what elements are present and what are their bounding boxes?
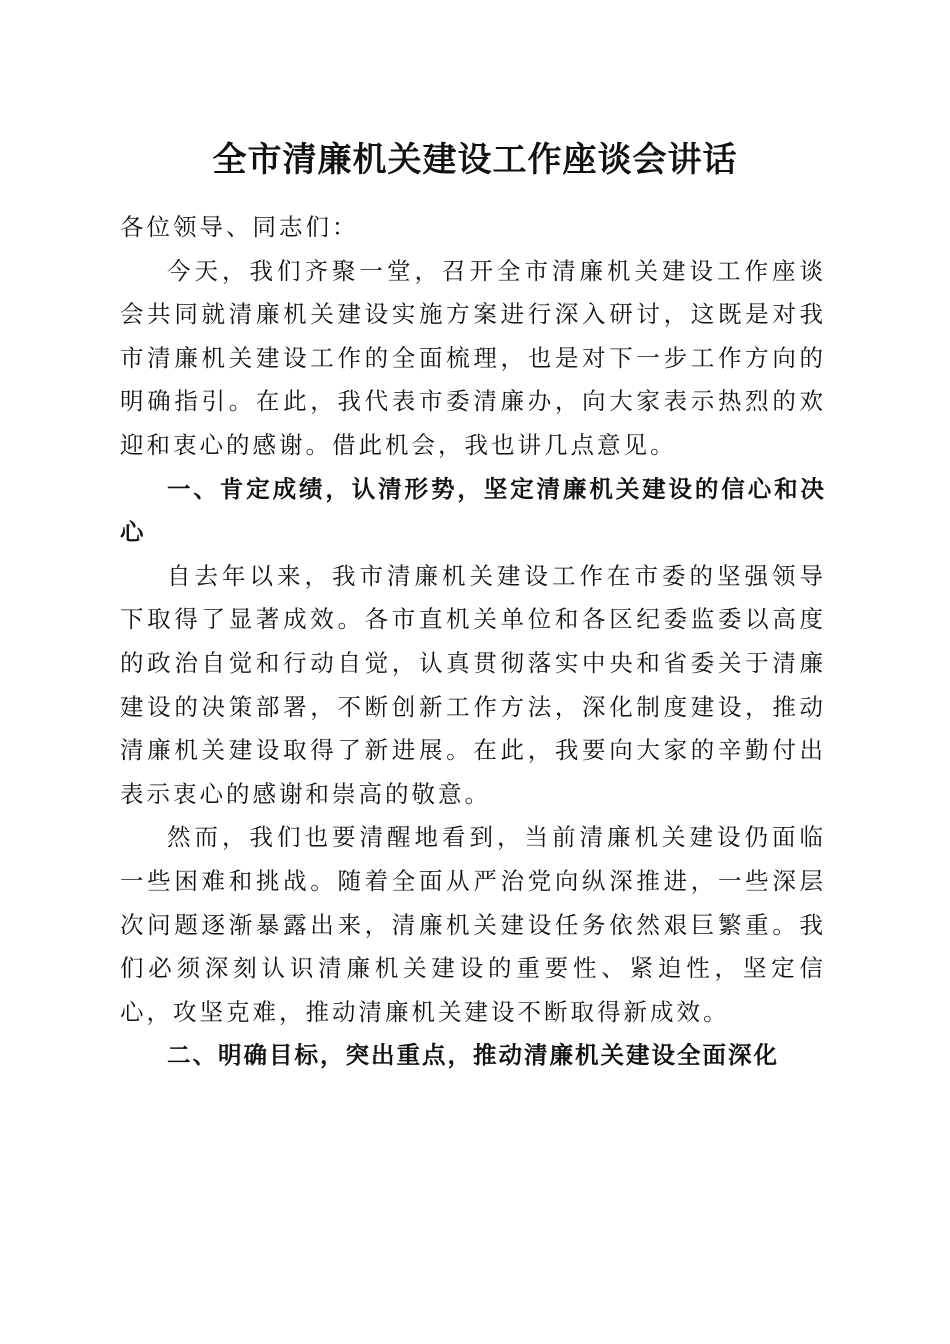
document-body: [120, 206, 826, 1078]
paragraph-achievements: 自去年以来，我市清廉机关建设工作在市委的坚强领导下取得了显著成效。各市直机关单位和各区纪委监委以高度的政治自觉和行动自觉，认真贯彻落实中央和省委关于清廉建设的决策部署，不断创新工作方法，深化制度建设，推动清廉机关建设取得了新进展。在此，我要向大家的辛勤付出表示衷心的感谢和崇高的敬意。: [120, 561, 826, 808]
section-heading-2: 二、明确目标，突出重点，推动清廉机关建设全面深化: [167, 1041, 779, 1070]
section-heading-1: 一、肯定成绩，认清形势，坚定清廉机关建设的信心和决心: [120, 474, 826, 547]
salutation: 各位领导、同志们：: [120, 213, 359, 241]
paragraph-opening: 今天，我们齐聚一堂，召开全市清廉机关建设工作座谈会共同就清廉机关建设实施方案进行深入研讨，这既是对我市清廉机关建设工作的全面梳理，也是对下一步工作方向的明确指引。在此，我代表市委清廉办，向大家表示热烈的欢迎和衷心的感谢。借此机会，我也讲几点意见。: [120, 256, 826, 459]
page-title: 全市清廉机关建设工作座谈会讲话: [212, 140, 738, 180]
paragraph-challenges: 然而，我们也要清醒地看到，当前清廉机关建设仍面临一些困难和挑战。随着全面从严治党向纵深推进，一些深层次问题逐渐暴露出来，清廉机关建设任务依然艰巨繁重。我们必须深刻认识清廉机关建设的重要性、紧迫性，坚定信心，攻坚克难，推动清廉机关建设不断取得新成效。: [120, 823, 826, 1026]
